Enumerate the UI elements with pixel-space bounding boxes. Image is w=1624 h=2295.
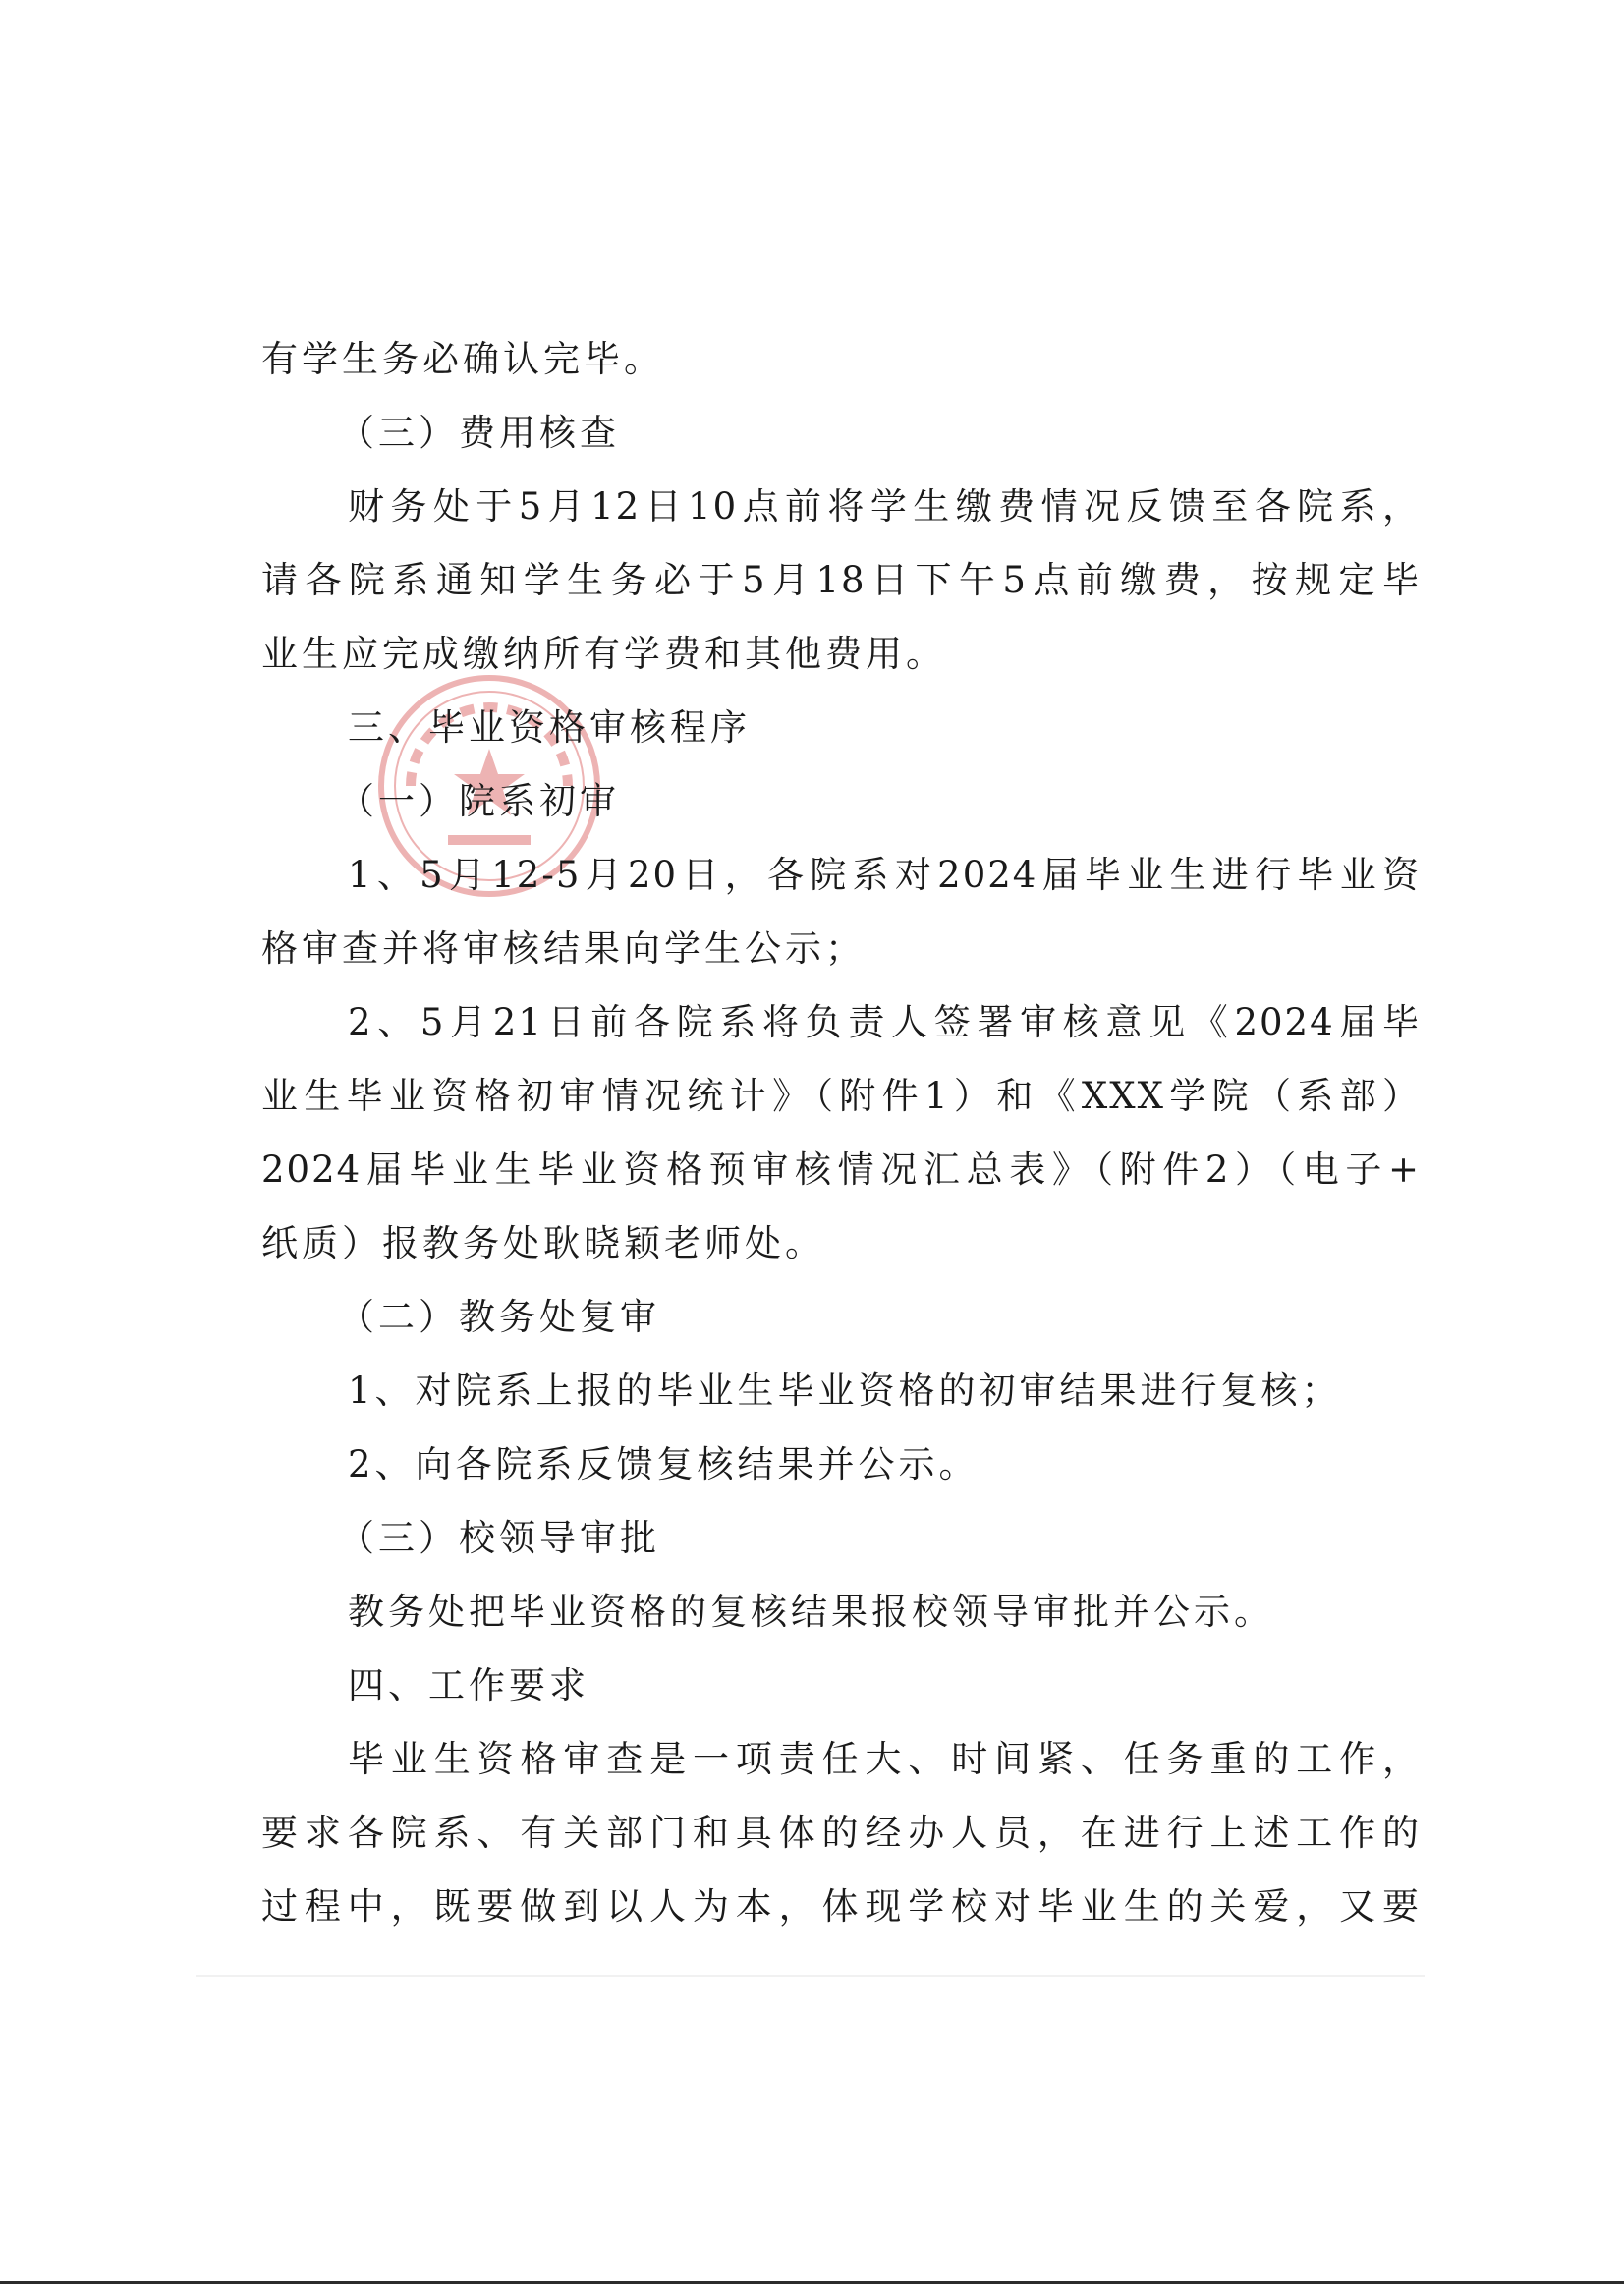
section-heading: （二）教务处复审 bbox=[338, 1296, 660, 1338]
paragraph-line: 2024届毕业生毕业资格预审核情况汇总表》（附件2）（电子+ bbox=[261, 1148, 1421, 1191]
paragraph-line: 财务处于5月12日10点前将学生缴费情况反馈至各院系， bbox=[348, 485, 1421, 528]
paragraph-line: 格审查并将审核结果向学生公示； bbox=[261, 927, 866, 970]
paragraph-line: 教务处把毕业资格的复核结果报校领导审批并公示。 bbox=[348, 1591, 1274, 1633]
paragraph-line: 2、5月21日前各院系将负责人签署审核意见《2024届毕 bbox=[348, 1001, 1421, 1043]
section-heading: （一）院系初审 bbox=[338, 780, 620, 822]
page-bottom-edge bbox=[0, 2281, 1624, 2284]
paragraph-line: 过程中，既要做到以人为本，体现学校对毕业生的关爱，又要 bbox=[261, 1885, 1421, 1928]
paragraph-line: 请各院系通知学生务必于5月18日下午5点前缴费，按规定毕 bbox=[261, 559, 1421, 601]
paragraph-line: 要求各院系、有关部门和具体的经办人员，在进行上述工作的 bbox=[261, 1812, 1421, 1854]
section-heading: （三）校领导审批 bbox=[338, 1517, 660, 1559]
document-body bbox=[261, 322, 1421, 1943]
section-heading: 四、工作要求 bbox=[348, 1664, 589, 1707]
paragraph-line: 业生应完成缴纳所有学费和其他费用。 bbox=[261, 633, 946, 675]
text-line: 有学生务必确认完毕。 bbox=[261, 338, 664, 380]
paragraph-line: 1、对院系上报的毕业生毕业资格的初审结果进行复核； bbox=[348, 1370, 1342, 1412]
paragraph-line: 1、5月12-5月20日，各院系对2024届毕业生进行毕业资 bbox=[348, 854, 1421, 896]
paragraph-line: 毕业生资格审查是一项责任大、时间紧、任务重的工作， bbox=[348, 1738, 1421, 1780]
paragraph-line: 纸质）报教务处耿晓颖老师处。 bbox=[261, 1222, 825, 1264]
paragraph-line: 2、向各院系反馈复核结果并公示。 bbox=[348, 1443, 980, 1485]
section-heading: （三）费用核查 bbox=[338, 412, 620, 454]
paragraph-line: 业生毕业资格初审情况统计》（附件1）和《XXX学院（系部） bbox=[261, 1075, 1421, 1117]
section-heading: 三、毕业资格审核程序 bbox=[348, 706, 751, 749]
scan-artifact-line bbox=[196, 1975, 1425, 1977]
